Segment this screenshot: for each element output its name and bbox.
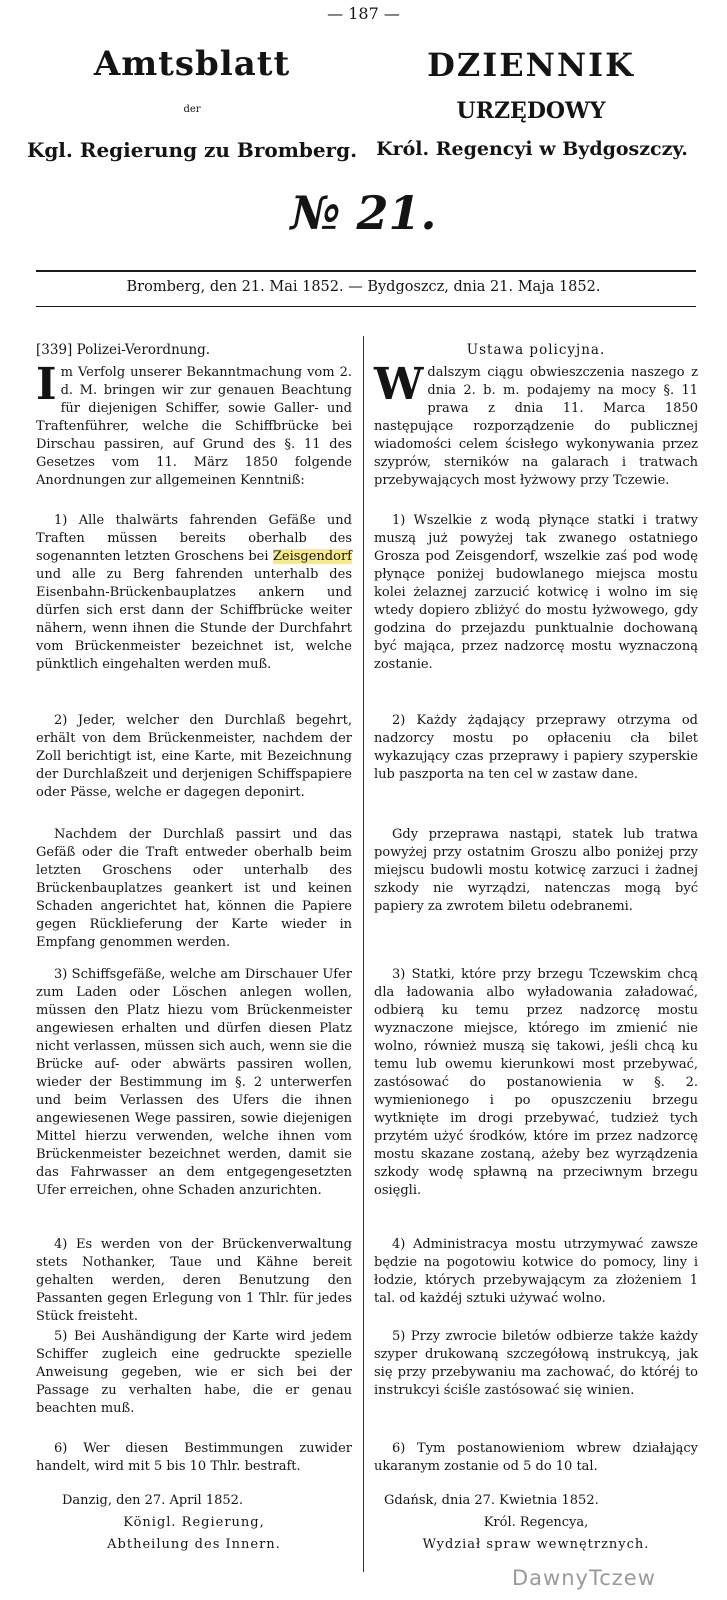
dateline: Bromberg, den 21. Mai 1852. — Bydgoszcz, dnia 21. Maja 1852. xyxy=(126,279,601,295)
watermark-text: DawnyTczew xyxy=(512,1566,656,1590)
german-dropcap: I xyxy=(36,359,57,410)
german-paragraph-4: 4) Es werden von der Brückenverwaltung stets Nothanker, Taue und Kähne bereit gehalten werden, deren Benutzung den Passanten gegen Erlegung von 1 Thlr. für jedes Stück freisteht. xyxy=(36,1237,352,1324)
german-paragraph-3: 3) Schiffsgefäße, welche am Dirschauer Ufer zum Laden oder Löschen anlegen wollen, müssen den Platz hiezu vom Brückenmeister angewiesen erhalten und dürfen diesen Platz nicht verlassen, müssen sich auch, wenn sie die Brücke auf- oder abwärts passiren wollen, wieder der Bestimmung im §. 2 unterwerfen und beim Verlassen des Ufers die ihnen angewiesenen Wege passiren, sowie diejenigen Mittel hierzu verwenden, welche ihnen vom Brückenmeister bezeichnet werden, damit sie das Fahrwasser an dem entgegengesetzten Ufer erreichen, ohne Schaden anzurichten. xyxy=(36,967,352,1198)
polish-paragraph-2b: Gdy przeprawa nastąpi, statek lub tratwa powyżej przy ostatnim Groszu albo poniżej przy miejscu budowli mostu kotwicę zarzuci i żadnej szkody nie wyrządzi, natenczas mogą być papiery za zwrotem biletu odebranemi. xyxy=(374,827,698,914)
german-intro xyxy=(36,359,352,490)
highlighted-place-name: Zeisgendorf xyxy=(272,549,352,564)
polish-heading: Ustawa policyjna. xyxy=(466,342,606,358)
polish-place-date: Gdańsk, dnia 27. Kwietnia 1852. xyxy=(384,1493,599,1508)
german-paragraph-2: 2) Jeder, welcher den Durchlaß begehrt, erhält von dem Brückenmeister, nachdem der Zoll berichtigt ist, eine Karte, mit Bezeichnung der Durchlaßzeit und derjenigen Schiffspapiere oder Pässe, welche er dagegen deponirt. xyxy=(36,713,352,800)
german-paragraph-1 xyxy=(36,512,352,674)
german-heading: [339] Polizei-Verordnung. xyxy=(36,342,211,358)
german-signature-1: Königl. Regierung, xyxy=(123,1515,265,1530)
polish-paragraph-5: 5) Przy zwrocie biletów odbierze także każdy szyper drukowaną szczegółową instrukcyą, jak się przy przebywaniu ma zachować, do któréj to instrukcyi ściśle zastósować się winien. xyxy=(374,1329,698,1398)
german-paragraph-6: 6) Wer diesen Bestimmungen zuwider handelt, wird mit 5 bis 10 Thlr. bestraft. xyxy=(36,1441,352,1474)
polish-paragraph-1: 1) Wszelkie z wodą płynące statki i tratwy muszą już powyżej tak zwanego ostatniego Grosza pod Zeisgendorf, wszelkie zaś pod wodę płynące poniżej budowlanego miejsca mostu kolei żelaznej zarzucić kotwicę i wolno im się wtedy dopiero zbliżyć do mostu łyżwowego, gdy godzina do przejazdu punktualnie dochowaną być mająca, przez nadzorcę mostu wyznaczoną zostanie. xyxy=(374,513,698,672)
polish-paragraph-4: 4) Administracya mostu utrzymywać zawsze będzie na pogotowiu kotwice do pomocy, liny i łodzie, których przebywającym za złożeniem 1 tal. od każdéj sztuki używać wolno. xyxy=(374,1237,698,1306)
page-number: — 187 — xyxy=(327,4,400,23)
german-p1-after: und alle zu Berg fahrenden unterhalb des Eisenbahn-Brückenbauplatzes ankern und dürfen sich erst dann der Schiffbrücke weiter nähern, wenn ihnen die Stunde der Durchfahrt vom Brückenmeister bezeichnet ist, welche pünktlich eingehalten werden muß. xyxy=(36,567,352,672)
german-intro-text: m Verfolg unserer Bekanntmachung vom 2. d. M. bringen wir zur genauen Beachtung für diejenigen Schiffer, sowie Galler- und Traftenführer, welche die Schiffbrücke bei Dirschau passiren, auf Grund des §. 11 des Gesetzes vom 11. März 1850 folgende Anordnungen zur allgemeinen Kenntniß: xyxy=(36,365,352,488)
polish-signature-1: Król. Regencya, xyxy=(483,1515,589,1530)
masthead-right-subtitle: Król. Regencyi w Bydgoszczy. xyxy=(376,138,688,160)
polish-dropcap: W xyxy=(374,359,424,410)
masthead-left-title: Amtsblatt xyxy=(93,44,291,84)
masthead-left-subtitle: Kgl. Regierung zu Bromberg. xyxy=(26,138,358,162)
polish-paragraph-2: 2) Każdy żądający przeprawy otrzyma od nadzorcy mostu po opłaceniu cła bilet wykazujący czas przeprawy i papiery szyperskie lub paszporta na ten cel w zastaw dane. xyxy=(374,713,698,782)
german-paragraph-2b: Nachdem der Durchlaß passirt und das Gefäß oder die Traft entweder oberhalb beim letzten Groschens oder unterhalb des Brückenbauplatzes geankert ist und keinen Schaden angerichtet hat, können die Papiere gegen Rücklieferung der Karte wieder in Empfang genommen werden. xyxy=(36,827,352,950)
german-paragraph-5: 5) Bei Aushändigung der Karte wird jedem Schiffer zugleich eine gedruckte spezielle Anweisung gegeben, wie er sich bei der Passage zu verhalten habe, die er genau beachten muß. xyxy=(36,1329,352,1416)
masthead-right-title: DZIENNIK xyxy=(427,46,635,84)
german-place-date: Danzig, den 27. April 1852. xyxy=(62,1493,244,1508)
polish-intro-text: dalszym ciągu obwieszczenia naszego z dnia 2. b. m. podajemy na mocy §. 11 prawa z dnia 11. Marca 1850 następujące rozporządzenie do publicznej wiadomości celem ścisłego wykonywania przez szyprów, sterników na galarach i tratwach przebywających most łyżwowy przy Tczewie. xyxy=(374,365,698,488)
masthead-right-urzedowy: URZĘDOWY xyxy=(456,98,606,124)
issue-number: № 21. xyxy=(290,186,437,240)
polish-intro xyxy=(374,359,698,490)
german-p1-before: 1) Alle thalwärts fahrenden Gefäße und Traften müssen bereits oberhalb des sogenannten letzten Groschens bei xyxy=(36,513,352,564)
top-rule xyxy=(36,270,696,272)
bottom-rule xyxy=(36,306,696,307)
polish-paragraph-6: 6) Tym postanowieniom wbrew działający ukaranym zostanie od 5 do 10 tal. xyxy=(374,1441,698,1474)
polish-paragraph-3: 3) Statki, które przy brzegu Tczewskim chcą dla ładowania albo wyładowania załadować, odbierą ku temu przez nadzorcę mostu wyznaczone miejsce, którego im zmienić nie wolno, również muszą się takowi, jeśli chcą ku temu lub owemu kierunkowi most przebywać, zastósować do postanowienia w §. 2. wymienionego i po opuszczeniu brzegu wytknięte im drogi przebywać, tudzież tych przytém użyć środków, które im przez nadzorcę mostu skazane zostaną, ażeby bez wyrządzenia szkody wodę spławną na przeciwnym brzegu osięgli. xyxy=(374,967,698,1198)
german-signature-2: Abtheilung des Innern. xyxy=(107,1537,281,1552)
polish-signature-2: Wydział spraw wewnętrznych. xyxy=(422,1537,650,1552)
column-divider xyxy=(363,336,364,1572)
masthead-left-der: der xyxy=(183,104,201,115)
